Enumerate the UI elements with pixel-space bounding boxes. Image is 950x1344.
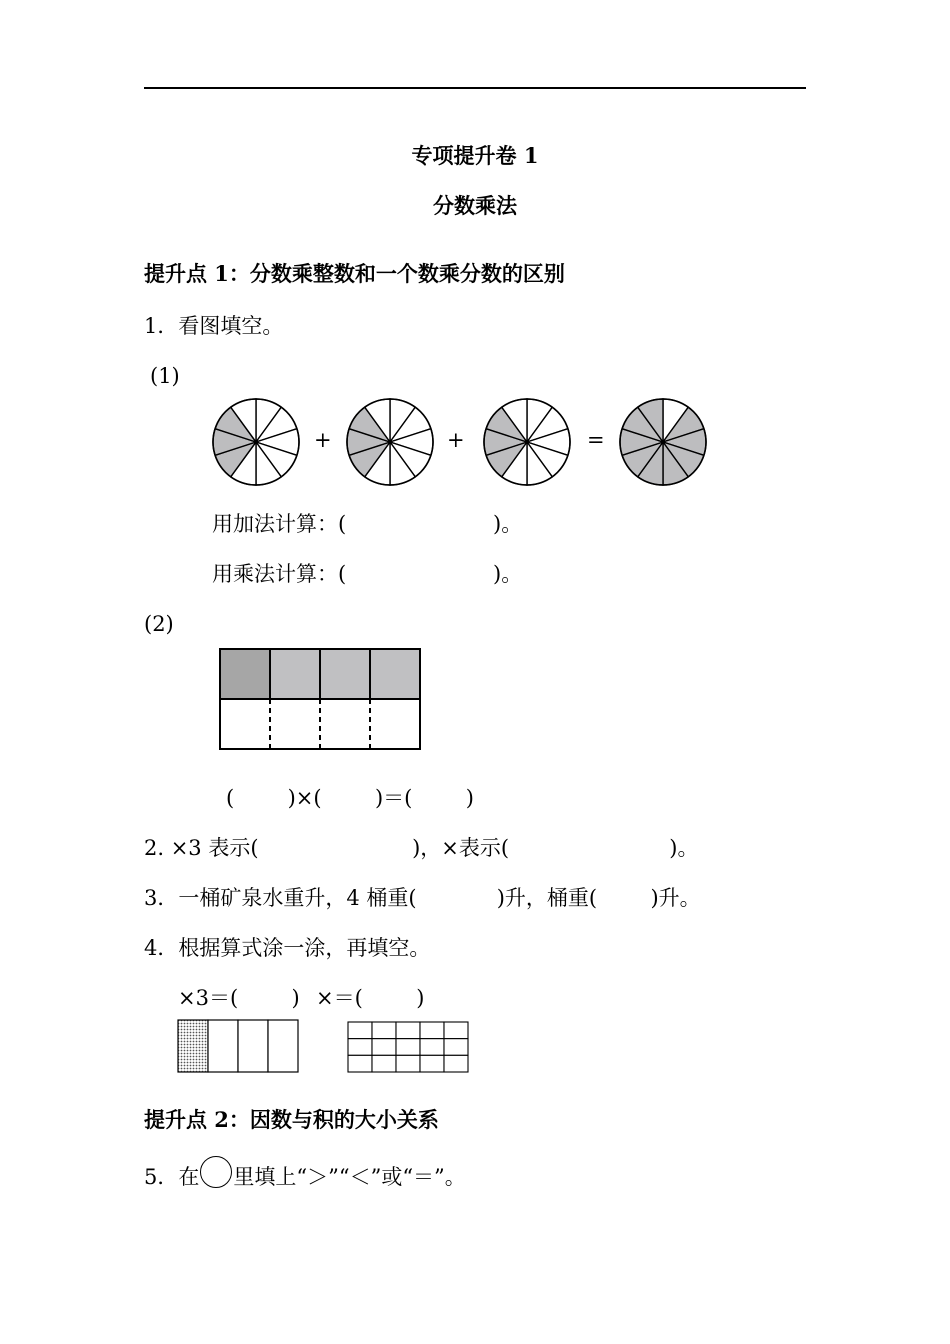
grid2-cell (396, 1039, 420, 1056)
pie-chart (213, 399, 299, 485)
q5-prefix: 5．在 (144, 1165, 200, 1189)
answer-circle-icon (200, 1156, 232, 1188)
grid2-cell (348, 1055, 372, 1072)
rect-cell-light (270, 649, 320, 699)
rect-bottom-half (220, 699, 420, 749)
grid1-cell (238, 1020, 268, 1072)
page-subtitle: 分数乘法 (433, 193, 517, 218)
plus-sign-1: + (314, 428, 332, 452)
grid2-cell (348, 1039, 372, 1056)
rect-cell-light (320, 649, 370, 699)
pie-chart (620, 399, 706, 485)
rect-cell-dark (220, 649, 270, 699)
grid2-cell (444, 1022, 468, 1039)
part2-equation: ( )×( )＝( ) (226, 786, 474, 810)
q1-part1-label: (1) (150, 364, 180, 388)
pie-chart (347, 399, 433, 485)
q4-grid-2 (347, 1021, 469, 1073)
grid2-cell (444, 1039, 468, 1056)
q4-grid-1 (177, 1019, 301, 1075)
q4-expression-1: ×3＝( ) (178, 986, 300, 1010)
q4-expression-2: ×＝( ) (316, 986, 425, 1010)
grid2-cell (444, 1055, 468, 1072)
equals-sign: = (587, 428, 605, 452)
q3-text: 3．一桶矿泉水重升，4 桶重( )升，桶重( )升。 (144, 886, 701, 910)
grid1-cell (208, 1020, 238, 1072)
grid2-cell (420, 1055, 444, 1072)
q1-part2-label: (2) (144, 612, 174, 636)
grid2-cell (372, 1039, 396, 1056)
section1-heading: 提升点 1：分数乘整数和一个数乘分数的区别 (144, 261, 565, 286)
grid2-cell (396, 1022, 420, 1039)
addition-line: 用加法计算：( )。 (212, 512, 523, 536)
grid2-cell (420, 1039, 444, 1056)
plus-sign-2: + (447, 428, 465, 452)
q4-stem: 4．根据算式涂一涂，再填空。 (144, 936, 431, 960)
grid1-cell (268, 1020, 298, 1072)
grid2-cell (420, 1022, 444, 1039)
q1-stem: 1．看图填空。 (144, 314, 284, 338)
grid2-cell (372, 1055, 396, 1072)
pie-chart (484, 399, 570, 485)
q2-text: 2. ×3 表示( )，×表示( )。 (144, 836, 699, 860)
rectangle-figure (219, 648, 421, 752)
q5-line (144, 1156, 466, 1189)
grid2-cell (348, 1022, 372, 1039)
rect-cell-light (370, 649, 420, 699)
grid2-cell (396, 1055, 420, 1072)
q5-suffix: 里填上“＞”“＜”或“＝”。 (233, 1165, 466, 1189)
grid2-cell (372, 1022, 396, 1039)
page-title: 专项提升卷 1 (411, 143, 539, 168)
section2-heading: 提升点 2：因数与积的大小关系 (144, 1107, 439, 1132)
grid1-shaded-cell (178, 1020, 208, 1072)
pie-figures (0, 382, 950, 502)
top-rule (144, 87, 806, 89)
multiplication-line: 用乘法计算：( )。 (212, 562, 523, 586)
